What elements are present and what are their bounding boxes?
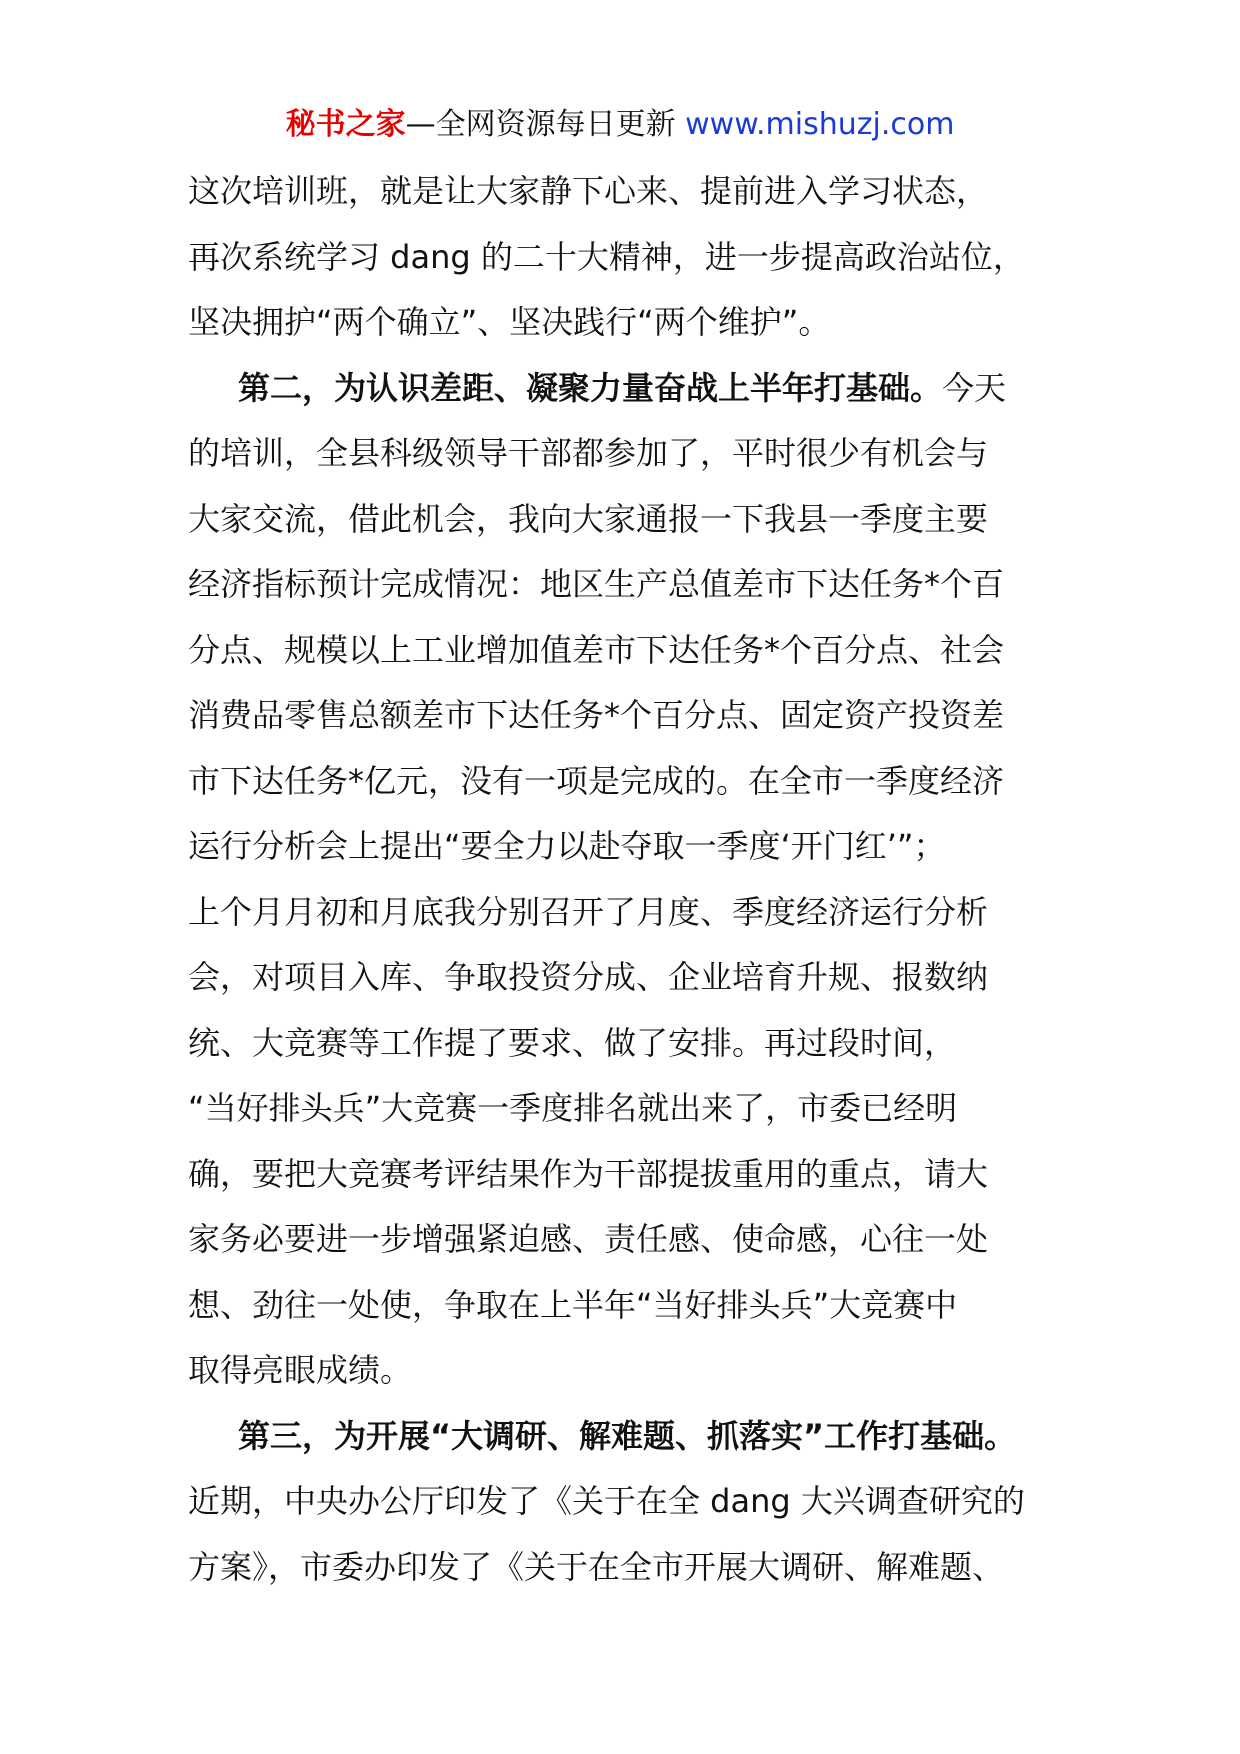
page-header: [0, 100, 1240, 150]
text-line: 统、大竞赛等工作提了要求、做了安排。再过段时间，: [188, 1023, 957, 1062]
paragraph-heading-line: [188, 1404, 1078, 1470]
text-line: 运行分析会上提出“要全力以赴夺取一季度‘开门红’”；: [188, 827, 946, 865]
paragraph-heading-line: [188, 356, 1078, 422]
text-line: 想、劲往一处使，争取在上半年“当好排头兵”大竞赛中: [188, 1285, 958, 1324]
text-fragment: 今天: [942, 368, 1007, 407]
text-line: 坚决拥护“两个确立”、坚决践行“两个维护”。: [188, 303, 831, 341]
text-line: 再次系统学习 dang 的二十大精神，进一步提高政治站位，: [188, 237, 1025, 276]
text-line: 近期，中央办公厅印发了《关于在全 dang 大兴调查研究的: [188, 1482, 1025, 1520]
brand-name: 秘书之家: [285, 107, 406, 142]
text-line: 家务必要进一步增强紧迫感、责任感、使命感，心往一处: [188, 1220, 989, 1258]
text-line: 方案》，市委办印发了《关于在全市开展大调研、解难题、: [188, 1547, 1005, 1586]
section-heading-second: 第二，为认识差距、凝聚力量奋战上半年打基础。: [238, 368, 943, 407]
text-line: 确，要把大竞赛考评结果作为干部提拔重用的重点，请大: [188, 1154, 989, 1193]
text-line: 分点、规模以上工业增加值差市下达任务*个百分点、社会: [188, 630, 1005, 669]
text-line: 这次培训班，就是让大家静下心来、提前进入学习状态，: [188, 172, 989, 210]
site-url-link[interactable]: www.mishuzj.com: [685, 107, 955, 142]
header-slogan: —全网资源每日更新: [405, 107, 686, 142]
text-line: “当好排头兵”大竞赛一季度排名就出来了，市委已经明: [188, 1089, 958, 1127]
text-line: 经济指标预计完成情况：地区生产总值差市下达任务*个百: [188, 565, 1005, 603]
text-line: 大家交流，借此机会，我向大家通报一下我县一季度主要: [188, 499, 989, 538]
text-line: 市下达任务*亿元，没有一项是完成的。在全市一季度经济: [188, 761, 1005, 800]
text-line: 取得亮眼成绩。: [188, 1351, 413, 1389]
text-line: 的培训，全县科级领导干部都参加了，平时很少有机会与: [188, 434, 989, 472]
document-body: [188, 159, 1078, 1600]
text-line: 会，对项目入库、争取投资分成、企业培育升规、报数纳: [188, 958, 989, 996]
text-line: 消费品零售总额差市下达任务*个百分点、固定资产投资差: [188, 696, 1005, 734]
section-heading-third: 第三，为开展“大调研、解难题、抓落实”工作打基础。: [238, 1416, 1017, 1455]
text-line: 上个月月初和月底我分别召开了月度、季度经济运行分析: [188, 892, 989, 931]
